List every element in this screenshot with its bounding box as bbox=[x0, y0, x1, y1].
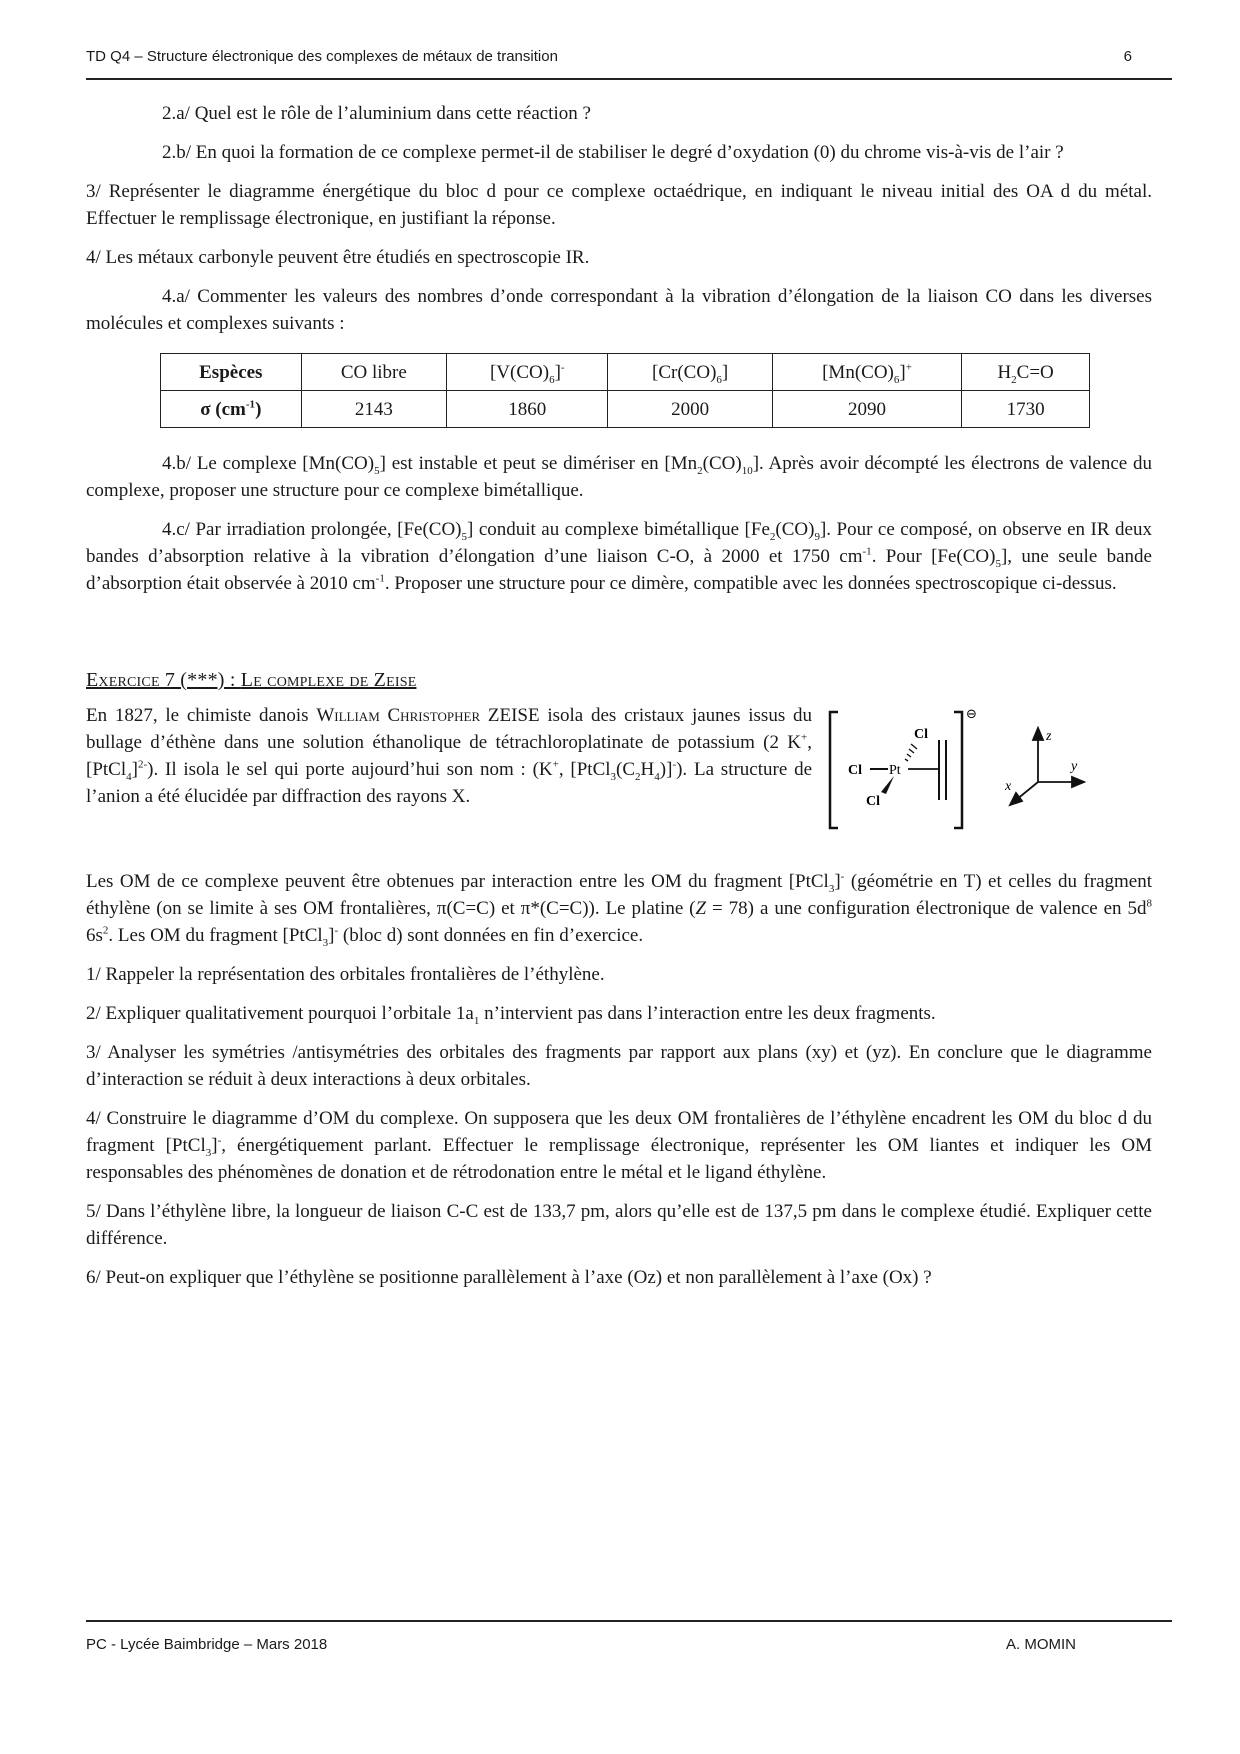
axis-x-label: x bbox=[1005, 779, 1012, 794]
table-cell: 1860 bbox=[447, 391, 608, 428]
table-cell: $H_2C=O$ bbox=[962, 354, 1090, 391]
cl-bottom-label: Cl bbox=[866, 794, 880, 809]
question-2b: 2.b/ En quoi la formation de ce complexe permet-il de stabiliser le degré d’oxydation (0) du chrome vis-à-vis de l’air ? bbox=[162, 142, 1064, 163]
zeise-structure-figure bbox=[826, 704, 1156, 838]
charge-label: ⊖ bbox=[966, 707, 977, 722]
right-bracket bbox=[954, 712, 962, 828]
ir-table bbox=[160, 353, 1090, 428]
zeise-intro-block bbox=[86, 702, 1152, 838]
hashed-bond bbox=[905, 744, 917, 761]
om-description: Les OM de ce complexe peuvent être obtenues par interaction entre les OM du fragment [PtCl$_3$]- (géométrie en T) et celles du fragment éthylène (on se limite à ses OM frontalières, π(C=C) et π*(C=C)). Le platine (Z = 78) a une configuration électronique de valence en $5d^8$ $6s^2$. Les OM du fragment [PtCl$_3$]- (bloc d) sont données en fin d’exercice. bbox=[86, 870, 1152, 949]
exercise-7-title: Exercice 7 (***) : Le complexe de Zeise bbox=[86, 669, 417, 691]
table-cell: $[Cr(CO)_6]$ bbox=[608, 354, 772, 391]
page-footer bbox=[86, 1620, 1172, 1658]
ex7-question-4: 4/ Construire le diagramme d’OM du complexe. On supposera que les deux OM frontalières de l’éthylène encadrent les OM du bloc d du fragment [PtCl$_3$]-, énergétiquement parlant. Effectuer le remplissage électronique, représenter les OM liantes et indiquer les OM responsables des phénomènes de donation et de rétrodonation entre le métal et le ligand éthylène. bbox=[86, 1108, 1153, 1183]
cl-top-label: Cl bbox=[914, 727, 928, 742]
pt-label: Pt bbox=[889, 763, 901, 778]
question-2a: 2.a/ Quel est le rôle de l’aluminium dans cette réaction ? bbox=[162, 103, 591, 124]
table-row bbox=[161, 391, 1090, 428]
page-content bbox=[86, 100, 1152, 1303]
zeise-intro: En 1827, le chimiste danois William Christopher ZEISE isola des cristaux jaunes issus du bullage d’éthène dans une solution éthanolique de tétrachloroplatinate de potassium (2 K+, [PtCl$_4$]$^{2-}$). Il isola le sel qui porte aujourd’hui son nom : (K+, $[PtCl_3(C_2H_4)]^-$). La structure de l’anion a été élucidée par diffraction des rayons X. bbox=[86, 705, 812, 807]
cl-left-label: Cl bbox=[848, 763, 862, 778]
table-cell: $[V(CO)_6]^-$ bbox=[447, 354, 608, 391]
question-4: 4/ Les métaux carbonyle peuvent être étudiés en spectroscopie IR. bbox=[86, 247, 590, 268]
axis-z-label: z bbox=[1046, 729, 1052, 744]
table-cell: 2090 bbox=[772, 391, 961, 428]
header-title: TD Q4 – Structure électronique des complexes de métaux de transition bbox=[86, 48, 558, 65]
table-header-wavenumber: σ $(cm^{-1})$ bbox=[161, 391, 302, 428]
question-4c: 4.c/ Par irradiation prolongée, $[Fe(CO)_5]$ conduit au complexe bimétallique $[Fe_2(CO)_9]$. Pour ce composé, on observe en IR deux bandes d’absorption relative à la vibration d’élongation d’une liaison C-O, à 2000 et 1750 $cm^{-1}$. Pour $[Fe(CO)_5]$, une seule bande d’absorption était observée à 2010 $cm^{-1}$. Proposer une structure pour ce dimère, compatible avec les données spectroscopique ci-dessus. bbox=[86, 519, 1152, 594]
table-header-species: Espèces bbox=[161, 354, 302, 391]
page-number: 6 bbox=[1123, 48, 1132, 65]
page-header bbox=[86, 44, 1172, 80]
table-row bbox=[161, 354, 1090, 391]
question-4a: 4.a/ Commenter les valeurs des nombres d’onde correspondant à la vibration d’élongation de la liaison CO dans les diverses molécules et complexes suivants : bbox=[86, 286, 1152, 334]
left-bracket bbox=[830, 712, 838, 828]
footer-left: PC - Lycée Baimbridge – Mars 2018 bbox=[86, 1636, 328, 1653]
table-cell: 2000 bbox=[608, 391, 772, 428]
ex7-question-6: 6/ Peut-on expliquer que l’éthylène se positionne parallèlement à l’axe (Oz) et non parallèlement à l’axe (Ox) ? bbox=[86, 1267, 932, 1288]
table-cell: $[Mn(CO)_6]^+$ bbox=[772, 354, 961, 391]
question-4b: 4.b/ Le complexe $[Mn(CO)_5]$ est instable et peut se dimériser en $[Mn_2(CO)_{10}]$. Après avoir décompté les électrons de valence du complexe, proposer une structure pour ce complexe bimétallique. bbox=[86, 453, 1153, 501]
table-cell: 2143 bbox=[301, 391, 446, 428]
ex7-question-3: 3/ Analyser les symétries /antisymétries des orbitales des fragments par rapport aux plans (xy) et (yz). En conclure que le diagramme d’interaction se réduit à deux interactions à deux orbitales. bbox=[86, 1042, 1152, 1090]
table-cell: CO libre bbox=[301, 354, 446, 391]
ex7-question-1: 1/ Rappeler la représentation des orbitales frontalières de l’éthylène. bbox=[86, 964, 605, 985]
ex7-question-2: 2/ Expliquer qualitativement pourquoi l’orbitale $1a_1$ n’intervient pas dans l’interaction entre les deux fragments. bbox=[86, 1003, 936, 1027]
footer-author: A. MOMIN bbox=[1006, 1636, 1076, 1653]
question-3: 3/ Représenter le diagramme énergétique du bloc d pour ce complexe octaédrique, en indiquant le niveau initial des OA d du métal. Effectuer le remplissage électronique, en justifiant la réponse. bbox=[86, 181, 1152, 229]
table-cell: 1730 bbox=[962, 391, 1090, 428]
axis-y-label: y bbox=[1071, 759, 1078, 774]
ex7-question-5: 5/ Dans l’éthylène libre, la longueur de liaison C-C est de 133,7 pm, alors qu’elle est de 137,5 pm dans le complexe étudié. Expliquer cette différence. bbox=[86, 1201, 1152, 1249]
wedge-bond bbox=[881, 776, 894, 794]
